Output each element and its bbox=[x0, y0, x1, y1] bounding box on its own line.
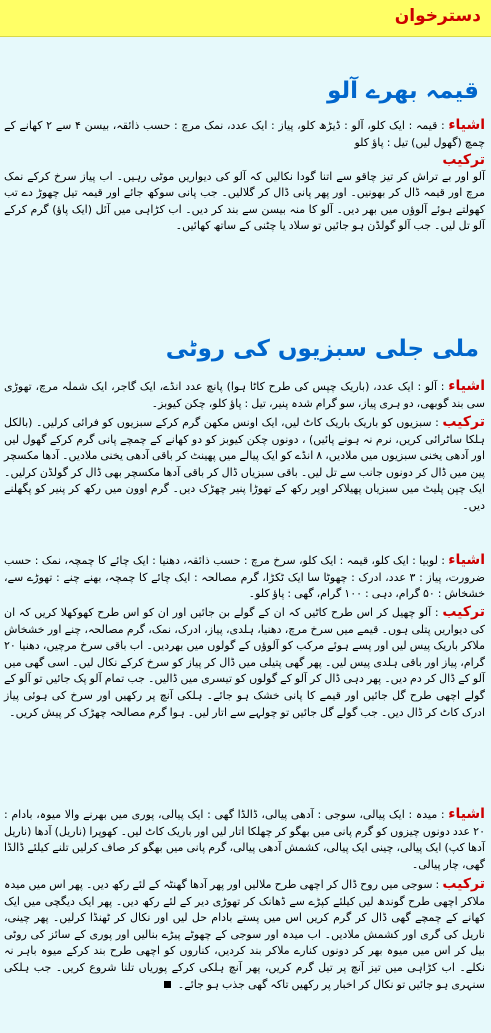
ingredients-label: اشیاء bbox=[448, 117, 486, 133]
ingredients-text: قیمہ : ایک کلو، آلو : ڈیڑھ کلو، پیاز : ایک عدد، نمک مرچ : حسب ذائقہ، بیسن ۴ سے ۲ کھانے کے چمچ (گھول لیں) تیل : پاؤ کلو bbox=[4, 119, 485, 149]
ingredients-label: اشیاء bbox=[448, 552, 485, 568]
recipe-2-title: ملی جلی سبزیوں کی روٹی bbox=[165, 336, 479, 362]
recipe-3-ingredients: اشیاء : لوبیا : ایک کلو، قیمہ : ایک کلو، سرخ مرچ : حسب ذائقہ، دھنیا : ایک چائے کا چمچہ، نمک : حسب ضرورت، پیاز : ۳ عدد، ادرک : چھوٹا سا ایک ٹکڑا، گرم مصالحہ : ایک چائے کا چمچہ، بھنے چنے : تھوڑے سے، خشخاش : ۵۰ گرام، دہی : ۱۰۰ گرام، گھی : پاؤ کلو۔ bbox=[4, 552, 485, 601]
method-label: ترکیب bbox=[442, 152, 485, 168]
site-title: دسترخوان bbox=[394, 6, 481, 26]
end-mark bbox=[164, 981, 171, 988]
method-text: آلو چھیل کر اس طرح کاٹیں کہ ان کے گولے بن جائیں اور ان کو اس طرح کھوکھلا کریں کہ ان کی دیواریں پتلی ہوں۔ قیمے میں سرخ مرچ، دھنیا، ہلدی، پیاز، ادرک، نمک، گرم مصالحہ، چنے اور خشخاش ملاکر باریک پیس لیں اور پسے ہوئے مرکب کو آلوؤں کے گولوں میں بھردیں۔ اب باقی سرخ مرچیں، دھنیا ۲۰ گرام، پیاز اور باقی ہلدی پیس لیں۔ پھر گھی پتیلی میں ڈال کر پیاز کو سرخ کرکے نکال لیں۔ اسی گھی میں آلو کے ڈال کر دم دیں۔ پھر دہی ڈال کر آلو کے گولوں کو تیسری میں ڈالیں۔ جب تمام آلو پک جائیں تو آلو کے گولے اچھی طرح گل جائیں اور قیمے کا پانی خشک ہو جائے۔ ہلکی آنچ پر رکھیں اور سرخ کی ہوئی پیاز ادرک کاٹ کر ڈال دیں۔ جب گولے گل جائیں تو چولہے سے اتار لیں۔ ہوا گرم مصالحہ چھڑک کر پیش کریں۔ bbox=[4, 606, 485, 719]
recipe-3-method: ترکیب : آلو چھیل کر اس طرح کاٹیں کہ ان کے گولے بن جائیں اور ان کو اس طرح کھوکھلا کریں کہ ان کی دیواریں پتلی ہوں۔ قیمے میں سرخ مرچ، دھنیا، ہلدی، پیاز، ادرک، نمک، گرم مصالحہ، چنے اور خشخاش ملاکر باریک پیس لیں اور پسے ہوئے مرکب کو آلوؤں کے گولوں میں بھردیں۔ اب باقی سرخ مرچیں، دھنیا ۲۰ گرام، پیاز اور باقی ہلدی پیس لیں۔ پھر گھی پتیلی میں ڈال کر پیاز کو سرخ کرکے نکال لیں۔ اسی گھی میں آلو کے ڈال کر دم دیں۔ پھر دہی ڈال کر آلو کے گولوں کو تیسری میں ڈالیں۔ جب تمام آلو پک جائیں تو آلو کے گولے اچھی طرح گل جائیں اور قیمے کا پانی خشک ہو جائے۔ ہلکی آنچ پر رکھیں اور سرخ کی ہوئی پیاز ادرک کاٹ کر ڈال دیں۔ جب گولے گل جائیں تو چولہے سے اتار لیں۔ ہوا گرم مصالحہ چھڑک کر پیش کریں۔ bbox=[4, 604, 486, 719]
recipe-4-ingredients: اشیاء : میدہ : ایک پیالی، سوجی : آدھی پیالی، ڈالڈا گھی : ایک پیالی، پوری میں بھرنے والا میوہ، بادام : ۲۰ عدد دونوں چیزوں کو گرم پانی میں بھگو کر چھلکا اتار لیں اور باریک کاٹ لیں۔ کھوپرا (ناریل) آدھا (ناریل آدھا کپ) ایک پیالی، چینی ایک پیالی، کشمش آدھی پیالی، گرم پانی میں بھگو کر صاف کرلیں تلنے کیلئے ڈالڈا گھی، چار پیالی۔ bbox=[4, 806, 485, 871]
ingredients-text: آلو : ایک عدد، (باریک چپس کی طرح کاٹا ہوا) پانچ عدد انڈے، ایک گاجر، ایک شملہ مرچ، تھوڑی سی بند گوبھی، دو ہری پیاز، سو گرام شدہ پنیر، تیل : پاؤ کلو، چکن کیوبز۔ bbox=[4, 380, 485, 410]
method-label: ترکیب bbox=[442, 414, 485, 430]
method-label: ترکیب bbox=[442, 604, 486, 620]
recipe-1-method bbox=[4, 152, 485, 235]
method-label: ترکیب bbox=[442, 876, 485, 892]
top-banner bbox=[0, 0, 491, 37]
recipe-1-title: قیمہ بھرے آلو bbox=[327, 78, 479, 104]
recipe-2-ingredients: اشیاء : آلو : ایک عدد، (باریک چپس کی طرح کاٹا ہوا) پانچ عدد انڈے، ایک گاجر، ایک شملہ مرچ، تھوڑی سی بند گوبھی، دو ہری پیاز، سو گرام شدہ پنیر، تیل : پاؤ کلو، چکن کیوبز۔ bbox=[4, 378, 485, 410]
method-text: آلو اور بے تراش کر تیز چاقو سے اتنا گودا نکالیں کہ آلو کی دیواریں موٹی رہیں۔ اب پیاز سرخ کرکے نمک مرچ اور قیمہ ڈال کر بھونیں۔ اور پھر پانی ڈال کر گلالیں۔ جب پانی سوکھ جائے اور قیمہ تیل چھوڑ دے تب کھولتے ہوئے آلوؤں میں بھر دیں۔ آلو کا منہ بیسن سے بند کر دیں۔ اب کڑاہی میں آئل (ایک پاؤ) گرم کرکے آلو تل لیں۔ جب آلو گولڈن ہو جائیں تو سلاد یا چٹنی کے ساتھ کھائیں۔ bbox=[4, 169, 485, 233]
recipe-1-ingredients: اشیاء : قیمہ : ایک کلو، آلو : ڈیڑھ کلو، پیاز : ایک عدد، نمک مرچ : حسب ذائقہ، بیسن ۴ سے ۲ کھانے کے چمچ (گھول لیں) تیل : پاؤ کلو bbox=[4, 117, 486, 149]
ingredients-text: میدہ : ایک پیالی، سوجی : آدھی پیالی، ڈالڈا گھی : ایک پیالی، پوری میں بھرنے والا میوہ، بادام : ۲۰ عدد دونوں چیزوں کو گرم پانی میں بھگو کر چھلکا اتار لیں اور باریک کاٹ لیں۔ کھوپرا (ناریل) آدھا (ناریل آدھا کپ) ایک پیالی، چینی ایک پیالی، کشمش آدھی پیالی، گرم پانی میں بھگو کر صاف کرلیں تلنے کیلئے ڈالڈا گھی، چار پیالی۔ bbox=[4, 808, 485, 871]
ingredients-label: اشیاء bbox=[448, 378, 485, 394]
recipe-4-method: ترکیب : سوجی میں روح ڈال کر اچھی طرح ملالیں اور پھر آدھا گھنٹہ کے لئے رکھ دیں۔ پھر اس میں میدہ ملاکر اچھی طرح گوندھ لیں کیلئے کپڑے سے ڈھانک کر تھوڑی دیر کے لئے رکھ دیں۔ پھر ایک دیگچی میں ایک کھانے کے چمچے گھی ڈال کر گرم کریں اس میں پستے بادام حل لیں اور نکال کر ٹھنڈا کرلیں۔ پھر چینی، ناریل کی گری اور کشمش ملادیں۔ اب میدہ اور سوجی کے چھوٹے پیڑے بنالیں اور پوری کے سائز کی روٹی بیل کر اس میں میوہ بھر کر دونوں کنارے ملاکر بند کردیں، کناروں کو اچھی طرح بند کرکے میوہ باہر نہ نکلے۔ اب کڑاہی میں تیز آنچ پر تیل گرم کریں، پھر آنچ ہلکی کرکے پوریاں تلنا شروع کریں۔ جب ہلکی سنہری ہو جائیں تو نکال کر اخبار پر رکھیں تاکہ گھی جذب ہو جائے۔ bbox=[4, 876, 485, 991]
ingredients-label: اشیاء bbox=[448, 806, 485, 822]
recipe-2-method: ترکیب : سبزیوں کو باریک باریک کاٹ لیں، ایک اونس مکھن گرم کرکے سبزیوں کو فرائی کرلیں۔ (بالکل ہلکا ساٹرائی کریں، نرم نہ ہونے پائیں) ، دونوں چکن کیوبز کو دو کھانے کے چمچے پانی گرم کرکے گھول لیں اور آدھی یخنی سبزیوں میں ملادیں، ۸ انڈے کو ایک پیالے میں پھینٹ کر باقی آدھی یخنی ملادیں۔ آدھا مکسچر پین میں ڈال کر دونوں جانب سے تل لیں۔ باقی سبزیاں ڈال کر باقی آدھا مکسچر بھی ڈال کر گولڈن کرلیں۔ ایک چپن پلیٹ میں سبزیاں پھیلاکر اوپر رکھ کے تھوڑا پنیر چھڑک دیں۔ گرم اوون میں رکھ کر پنیر کو پگھلنے دیں۔ bbox=[4, 414, 485, 512]
ingredients-text: لوبیا : ایک کلو، قیمہ : ایک کلو، سرخ مرچ : حسب ذائقہ، دھنیا : ایک چائے کا چمچہ، نمک : حسب ضرورت، پیاز : ۳ عدد، ادرک : چھوٹا سا ایک ٹکڑا، گرم مصالحہ : ایک چائے کا چمچہ، بھنے چنے : تھوڑے سے، خشخاش : ۵۰ گرام، دہی : ۱۰۰ گرام، گھی : پاؤ کلو۔ bbox=[4, 554, 485, 601]
method-text: سبزیوں کو باریک باریک کاٹ لیں، ایک اونس مکھن گرم کرکے سبزیوں کو فرائی کرلیں۔ (بالکل ہلکا ساٹرائی کریں، نرم نہ ہونے پائیں) ، دونوں چکن کیوبز کو دو کھانے کے چمچے پانی گرم کرکے گھول لیں اور آدھی یخنی سبزیوں میں ملادیں، ۸ انڈے کو ایک پیالے میں پھینٹ کر باقی آدھی یخنی ملادیں۔ آدھا مکسچر پین میں ڈال کر دونوں جانب سے تل لیں۔ باقی سبزیاں ڈال کر باقی آدھا مکسچر بھی ڈال کر گولڈن کرلیں۔ ایک چپن پلیٹ میں سبزیاں پھیلاکر اوپر رکھ کے تھوڑا پنیر چھڑک دیں۔ گرم اوون میں رکھ کر پنیر کو پگھلنے دیں۔ bbox=[4, 416, 485, 512]
method-text: سوجی میں روح ڈال کر اچھی طرح ملالیں اور پھر آدھا گھنٹہ کے لئے رکھ دیں۔ پھر اس میں میدہ ملاکر اچھی طرح گوندھ لیں کیلئے کپڑے سے ڈھانک کر تھوڑی دیر کے لئے رکھ دیں۔ پھر ایک دیگچی میں ایک کھانے کے چمچے گھی ڈال کر گرم کریں اس میں پستے بادام حل لیں اور نکال کر ٹھنڈا کرلیں۔ پھر چینی، ناریل کی گری اور کشمش ملادیں۔ اب میدہ اور سوجی کے چھوٹے پیڑے بنالیں اور پوری کے سائز کی روٹی بیل کر اس میں میوہ بھر کر دونوں کنارے ملاکر بند کردیں، کناروں کو اچھی طرح بند کرکے میوہ باہر نہ نکلے۔ اب کڑاہی میں تیز آنچ پر تیل گرم کریں، پھر آنچ ہلکی کرکے پوریاں تلنا شروع کریں۔ جب ہلکی سنہری ہو جائیں تو نکال کر اخبار پر رکھیں تاکہ گھی جذب ہو جائے۔ bbox=[4, 878, 485, 991]
